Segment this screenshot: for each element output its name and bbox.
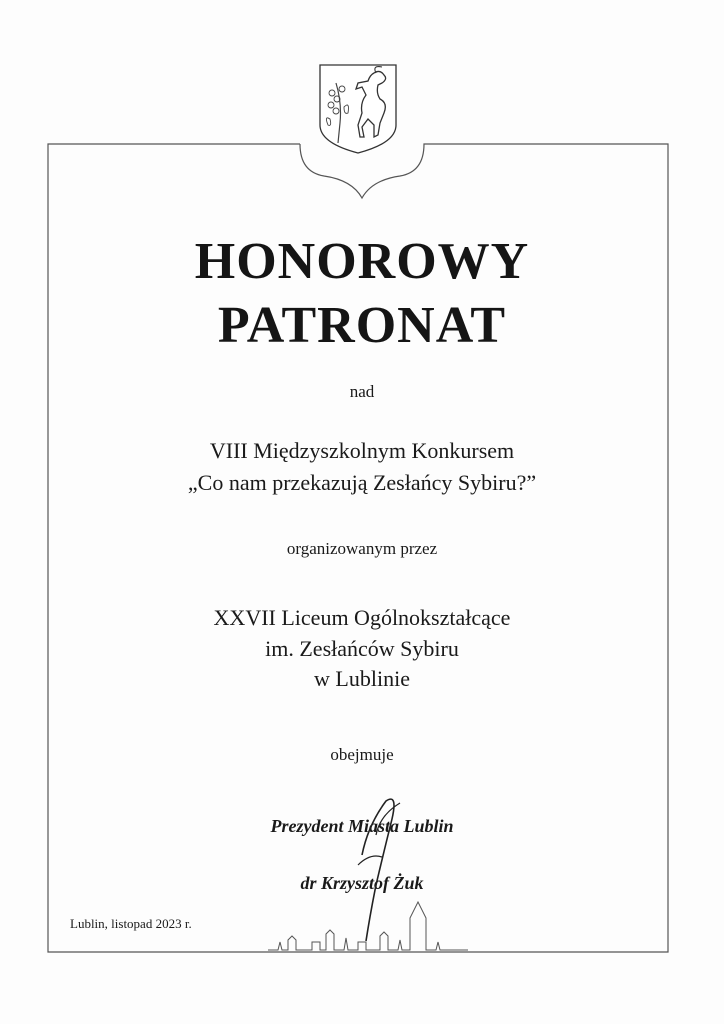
place-date: Lublin, listopad 2023 r. [70, 916, 192, 931]
over-text: nad [349, 382, 375, 401]
city-skyline-icon [268, 898, 468, 954]
signatory-name: dr Krzysztof Żuk [300, 873, 424, 893]
undertakes-text: obejmuje [330, 745, 394, 764]
title-line-1: HONOROWY [194, 233, 530, 290]
school-line-3: w Lublinie [314, 666, 410, 691]
organized-by-text: organizowanym przez [286, 539, 438, 558]
signatory-title: Prezydent Miasta Lublin [270, 816, 454, 836]
contest-line-2: „Co nam przekazują Zesłańcy Sybiru?” [187, 470, 537, 495]
title-line-2: PATRONAT [217, 297, 507, 354]
contest-line-1: VIII Międzyszkolnym Konkursem [209, 438, 515, 463]
school-line-2: im. Zesłańców Sybiru [265, 636, 459, 661]
school-line-1: XXVII Liceum Ogólnokształcące [213, 605, 511, 630]
lublin-coat-of-arms-icon [318, 63, 398, 155]
